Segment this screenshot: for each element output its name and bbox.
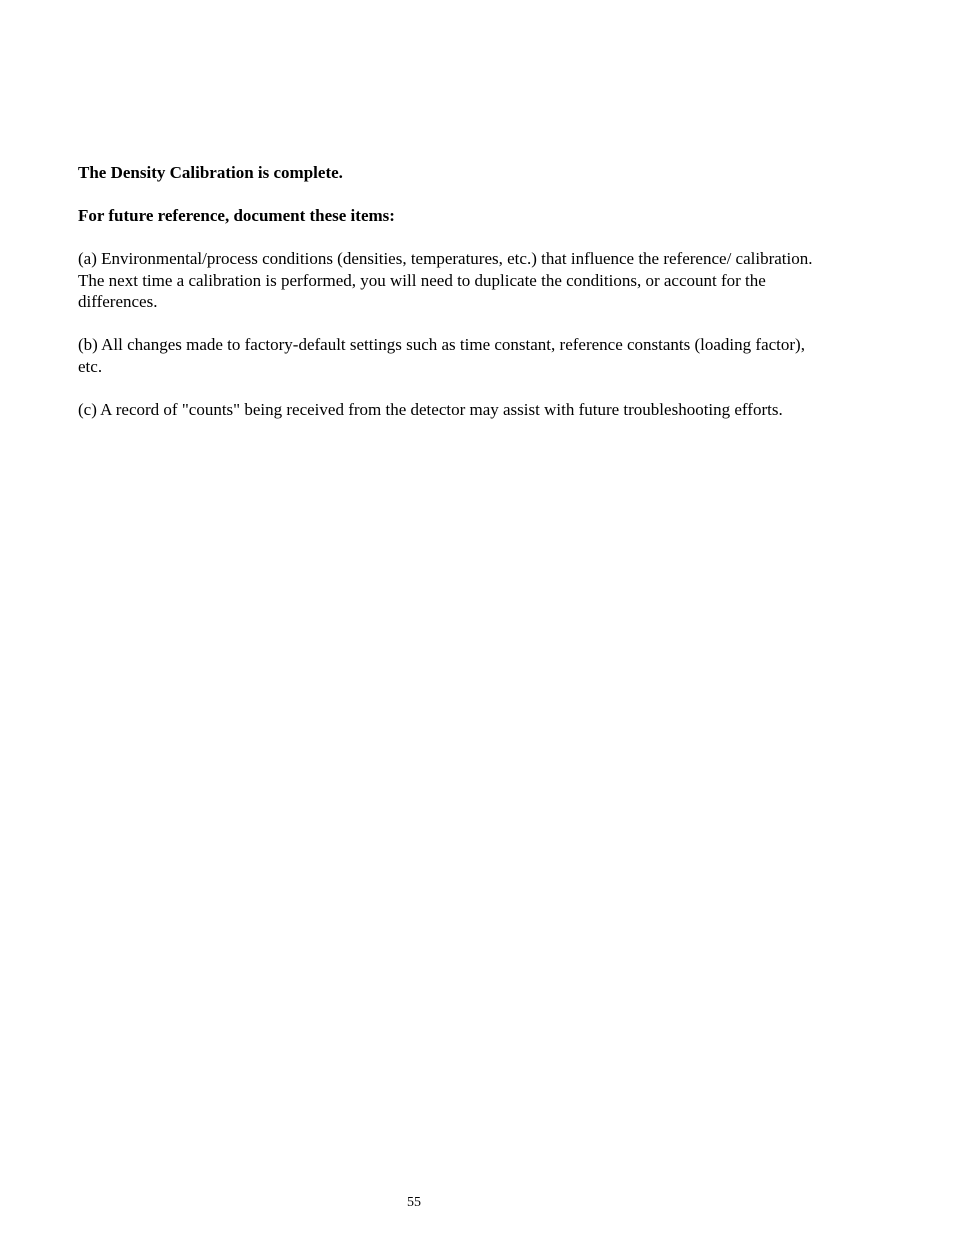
item-c-line-1: (c) A record of "counts" being received from the detector may assist with future troubleshooting efforts.	[78, 399, 783, 419]
item-b-line-1: (b) All changes made to factory-default settings such as time constant, reference constants (loading factor),	[78, 335, 805, 354]
completion-heading: The Density Calibration is complete.	[78, 163, 343, 182]
page-content	[78, 162, 918, 420]
item-c-paragraph	[78, 399, 918, 421]
item-a-line-1: (a) Environmental/process conditions (densities, temperatures, etc.) that influence the reference/ calibration.	[78, 249, 813, 268]
item-b-paragraph	[78, 334, 918, 377]
item-a-paragraph	[78, 248, 918, 313]
page-number: 55	[407, 1195, 421, 1210]
reference-heading: For future reference, document these items:	[78, 206, 395, 225]
item-b-line-2: etc.	[78, 356, 103, 376]
item-a-line-3: differences.	[78, 292, 158, 311]
item-a-line-2: The next time a calibration is performed, you will need to duplicate the conditions, or account for the	[78, 270, 766, 290]
